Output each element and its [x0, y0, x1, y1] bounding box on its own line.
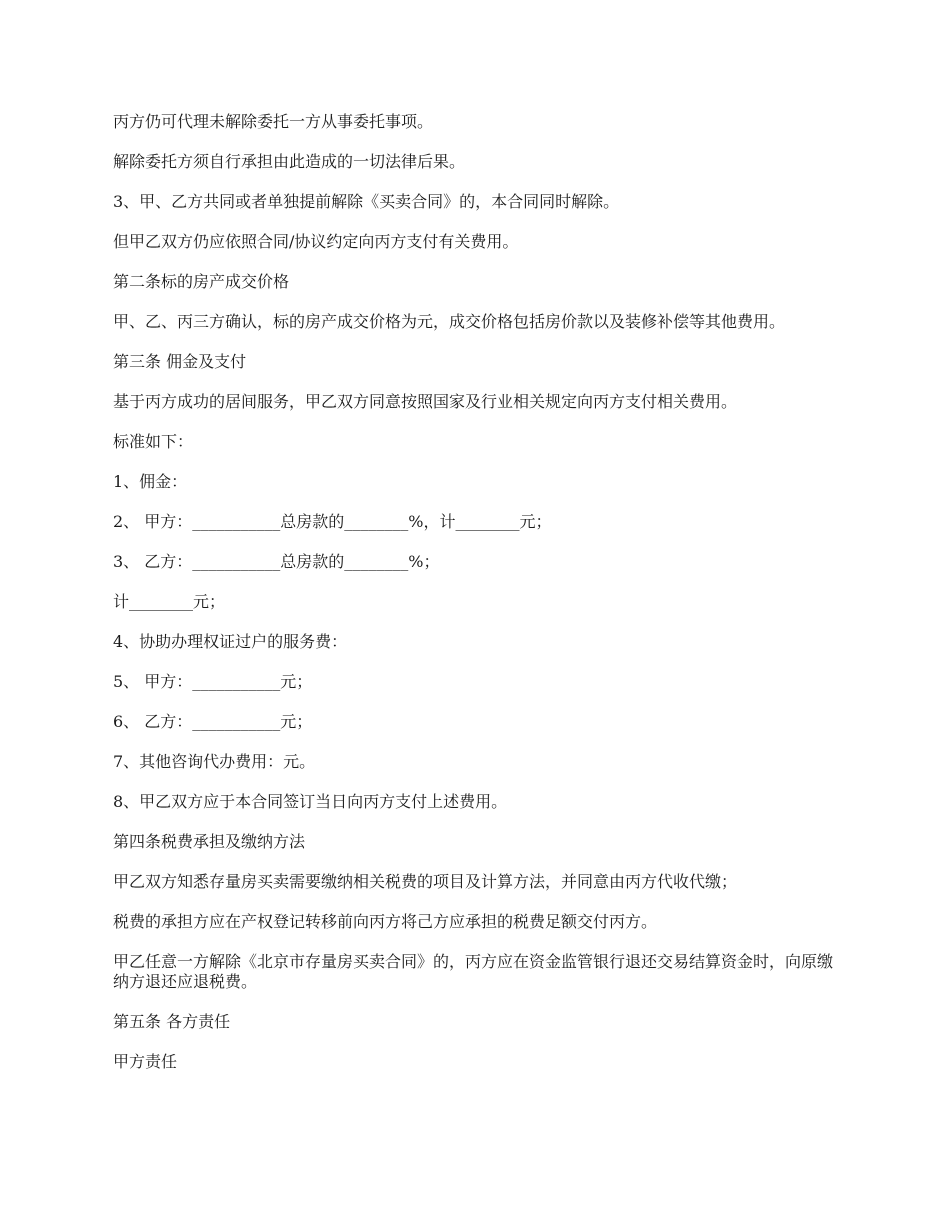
- list-item-transfer-service-fee: 4、协助办理权证过户的服务费：: [113, 632, 348, 651]
- list-item-party-b-fee: 6、 乙方：___________元；: [113, 712, 313, 731]
- list-item-party-a-commission: 2、 甲方：___________总房款的________%，计________元；: [113, 512, 552, 531]
- paragraph-tax-refund: 甲乙任意一方解除《北京市存量房买卖合同》的，丙方应在资金监管银行退还交易结算资金时，向原缴纳方退还应退税费。: [113, 952, 834, 991]
- list-item-party-b-total: 计________元；: [113, 592, 226, 611]
- paragraph-tax-payment: 税费的承担方应在产权登记转移前向丙方将己方应承担的税费足额交付丙方。: [113, 912, 658, 931]
- paragraph-commission-continuation: 丙方仍可代理未解除委托一方从事委托事项。: [113, 112, 434, 131]
- list-item-party-a-fee: 5、 甲方：___________元；: [113, 672, 313, 691]
- section-heading-article-2: 第二条标的房产成交价格: [113, 272, 290, 291]
- paragraph-brokerage-service: 基于丙方成功的居间服务，甲乙双方同意按照国家及行业相关规定向丙方支付相关费用。: [113, 392, 738, 411]
- paragraph-fees-obligation: 但甲乙双方仍应依照合同/协议约定向丙方支付有关费用。: [113, 232, 519, 251]
- paragraph-legal-consequences: 解除委托方须自行承担由此造成的一切法律后果。: [113, 152, 466, 171]
- paragraph-standard: 标准如下：: [113, 432, 194, 451]
- list-item-other-fees: 7、其他咨询代办费用：元。: [113, 752, 316, 771]
- list-item-party-b-commission: 3、 乙方：___________总房款的________%；: [113, 552, 440, 571]
- paragraph-contract-termination: 3、甲、乙方共同或者单独提前解除《买卖合同》的，本合同同时解除。: [113, 192, 620, 211]
- section-heading-article-5: 第五条 各方责任: [113, 1012, 231, 1031]
- list-item-commission: 1、佣金：: [113, 472, 188, 491]
- section-heading-article-3: 第三条 佣金及支付: [113, 352, 247, 371]
- paragraph-transaction-price: 甲、乙、丙三方确认，标的房产成交价格为元，成交价格包括房价款以及装修补偿等其他费用。: [113, 312, 786, 331]
- paragraph-tax-knowledge: 甲乙双方知悉存量房买卖需要缴纳相关税费的项目及计算方法，并同意由丙方代收代缴；: [113, 872, 738, 891]
- section-heading-article-4: 第四条税费承担及缴纳方法: [113, 832, 306, 851]
- paragraph-party-a-responsibility: 甲方责任: [113, 1052, 178, 1071]
- document-body: [113, 112, 843, 1092]
- list-item-payment-date: 8、甲乙双方应于本合同签订当日向丙方支付上述费用。: [113, 792, 508, 811]
